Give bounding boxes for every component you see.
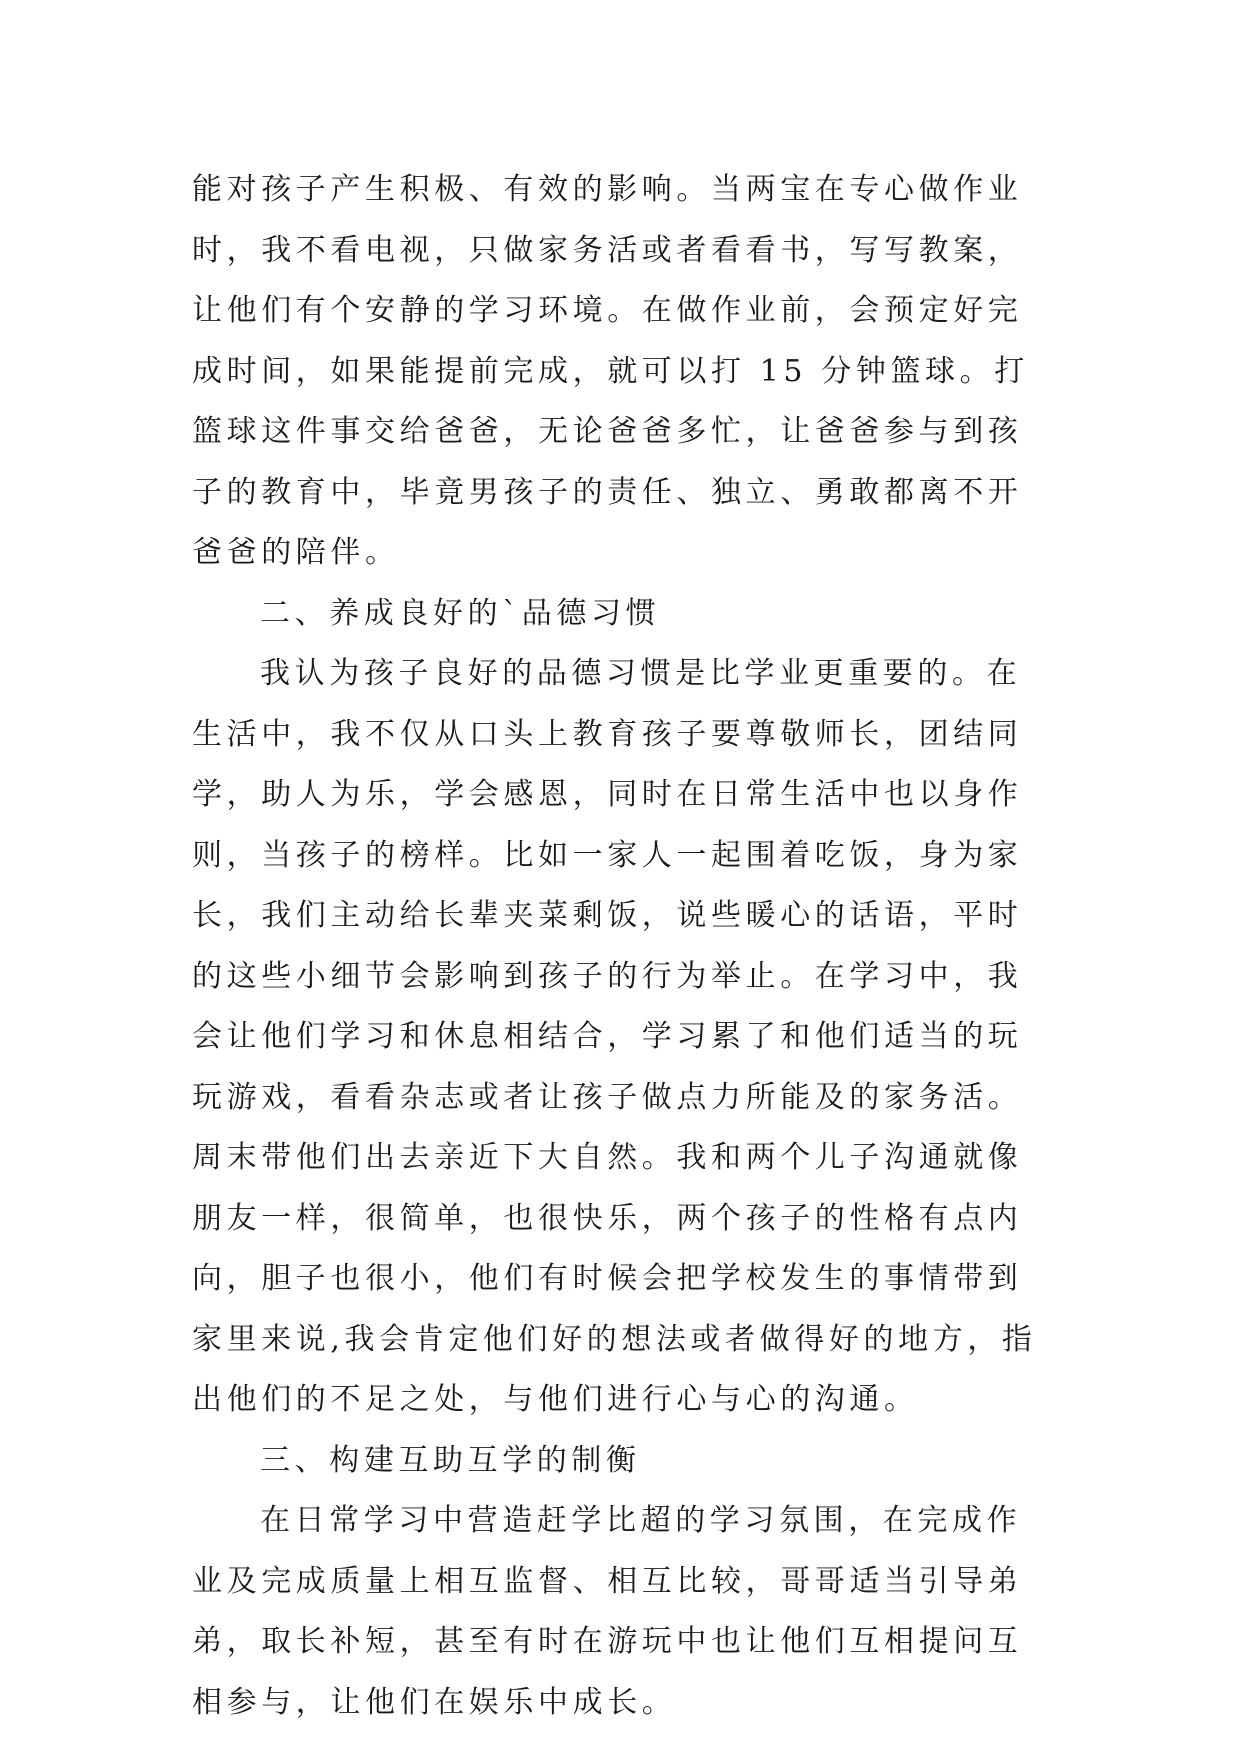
- paragraph-mutual-learning: 在日常学习中营造赶学比超的学习氛围，在完成作业及完成质量上相互监督、相互比较，哥哥适当引导弟弟，取长补短，甚至有时在游玩中也让他们互相提问互相参与，让他们在娱乐中成长。: [192, 1503, 1023, 1720]
- document-body: [192, 160, 1054, 1733]
- paragraph-moral-habits: 我认为孩子良好的品德习惯是比学业更重要的。在生活中，我不仅从口头上教育孩子要尊敬师长，团结同学，助人为乐，学会感恩，同时在日常生活中也以身作则，当孩子的榜样。比如一家人一起围着吃饭，身为家长，我们主动给长辈夹菜剩饭，说些暖心的话语，平时的这些小细节会影响到孩子的行为举止。在学习中，我会让他们学习和休息相结合，学习累了和他们适当的玩玩游戏，看看杂志或者让孩子做点力所能及的家务活。周末带他们出去亲近下大自然。我和两个儿子沟通就像朋友一样，很简单，也很快乐，两个孩子的性格有点内向，胆子也很小，他们有时候会把学校发生的事情带到家里来说,我会肯定他们好的想法或者做得好的地方，指出他们的不足之处，与他们进行心与心的沟通。: [192, 656, 1037, 1417]
- paragraph-continuation: 能对孩子产生积极、有效的影响。当两宝在专心做作业时，我不看电视，只做家务活或者看看书，写写教案，让他们有个安静的学习环境。在做作业前，会预定好完成时间，如果能提前完成，就可以打 15 分钟篮球。打篮球这件事交给爸爸，无论爸爸多忙，让爸爸参与到孩子的教育中，毕竟男孩子的责任、独立、勇敢都离不开爸爸的陪伴。: [192, 172, 1029, 570]
- section-heading-2: 二、养成良好的`品德习惯: [260, 595, 661, 631]
- section-heading-3: 三、构建互助互学的制衡: [260, 1442, 641, 1478]
